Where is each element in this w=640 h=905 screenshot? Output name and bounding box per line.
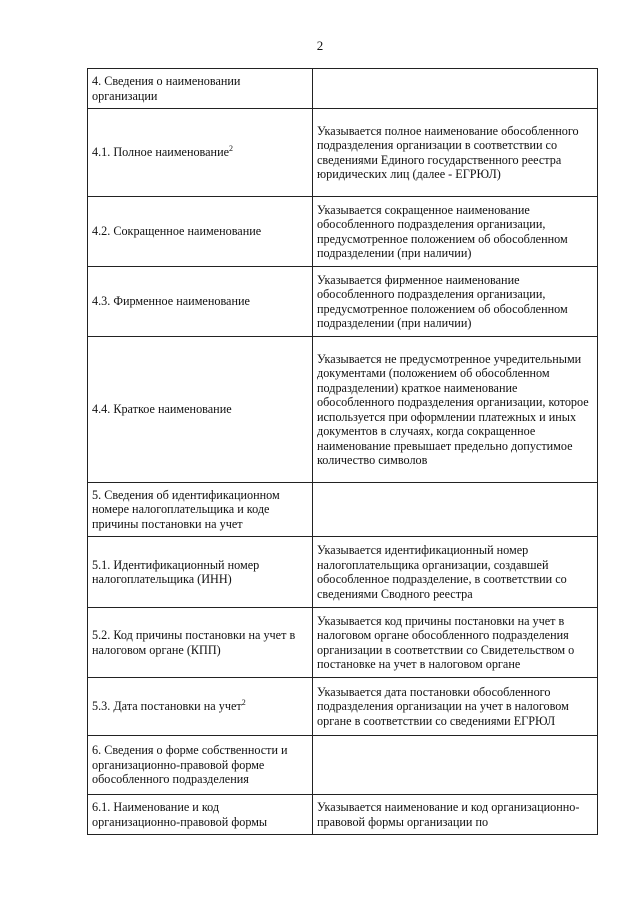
table-row xyxy=(88,736,598,795)
table-cell-right xyxy=(313,337,598,483)
table-cell-right xyxy=(313,678,598,736)
row-label: 6.1. Наименование и код организационно-правовой формы xyxy=(92,800,268,829)
table-cell-left xyxy=(88,608,313,678)
table-cell-left xyxy=(88,795,313,835)
table-cell-left xyxy=(88,678,313,736)
row-label: 4.3. Фирменное наименование xyxy=(92,294,250,309)
footnote-marker: 2 xyxy=(241,698,246,708)
table-row xyxy=(88,537,598,608)
row-description: Указывается дата постановки обособленного подразделения организации на учет в налоговом органе в соответствии со сведениями ЕГРЮЛ xyxy=(317,684,569,728)
table-cell-left xyxy=(88,736,313,795)
table-cell-right xyxy=(313,537,598,608)
row-label: 6. Сведения о форме собственности и организационно-правовой форме обособленного подразделения xyxy=(92,743,288,787)
table-row xyxy=(88,109,598,197)
footnote-marker: 2 xyxy=(229,144,234,154)
table-row xyxy=(88,69,598,109)
row-description: Указывается идентификационный номер налогоплательщика организации, создавшей обособленное подразделение, в соответствии со сведениями Сводного реестра xyxy=(317,543,567,601)
requirements-table xyxy=(87,68,598,835)
table-row xyxy=(88,608,598,678)
table-cell-left xyxy=(88,267,313,337)
row-description: Указывается не предусмотренное учредительными документами (положением об обособленном подразделении) краткое наименование обособленного подразделения организации, которое используется при оформлении платежных и иных документов в случаях, когда сокращенное наименование превышает предельно допустимое количество символов xyxy=(317,351,589,467)
row-description: Указывается наименование и код организационно-правовой формы организации по xyxy=(317,800,580,829)
row-description: Указывается код причины постановки на учет в налоговом органе обособленного подразделения организации в соответствии со Свидетельством о постановке на учет в налоговом органе xyxy=(317,613,575,671)
row-label: 4.2. Сокращенное наименование xyxy=(92,224,262,239)
table-cell-right xyxy=(313,197,598,267)
table-cell-left xyxy=(88,483,313,537)
row-label: 5. Сведения об идентификационном номере налогоплательщика и коде причины постановки на учет xyxy=(92,487,280,531)
table-row xyxy=(88,795,598,835)
table-row xyxy=(88,197,598,267)
row-label: 4.4. Краткое наименование xyxy=(92,402,232,417)
table-cell-left xyxy=(88,537,313,608)
row-description: Указывается полное наименование обособленного подразделения организации в соответствии со сведениями Единого государственного реестра юридических лиц (далее - ЕГРЮЛ) xyxy=(317,123,579,181)
table-row xyxy=(88,337,598,483)
table-cell-left xyxy=(88,109,313,197)
table-cell-right xyxy=(313,736,598,795)
table-cell-left xyxy=(88,337,313,483)
row-label: 5.3. Дата постановки на учет xyxy=(92,699,242,714)
table-row xyxy=(88,483,598,537)
table-cell-right xyxy=(313,109,598,197)
table-cell-right xyxy=(313,608,598,678)
row-label: 5.1. Идентификационный номер налогоплательщика (ИНН) xyxy=(92,557,260,586)
page-number: 2 xyxy=(316,38,324,53)
row-description: Указывается сокращенное наименование обособленного подразделения организации, предусмотренное положением об обособленном подразделении (при наличии) xyxy=(317,202,568,260)
table-row xyxy=(88,267,598,337)
table-row xyxy=(88,678,598,736)
table-cell-left xyxy=(88,69,313,109)
table-cell-right xyxy=(313,483,598,537)
table-cell-right xyxy=(313,267,598,337)
row-label: 5.2. Код причины постановки на учет в налоговом органе (КПП) xyxy=(92,628,296,657)
row-description: Указывается фирменное наименование обособленного подразделения организации, предусмотренное положением об обособленном подразделении (при наличии) xyxy=(317,272,568,330)
table-cell-left xyxy=(88,197,313,267)
table-cell-right xyxy=(313,795,598,835)
row-label: 4.1. Полное наименование xyxy=(92,145,230,160)
table-cell-right xyxy=(313,69,598,109)
row-label: 4. Сведения о наименовании организации xyxy=(92,74,241,103)
